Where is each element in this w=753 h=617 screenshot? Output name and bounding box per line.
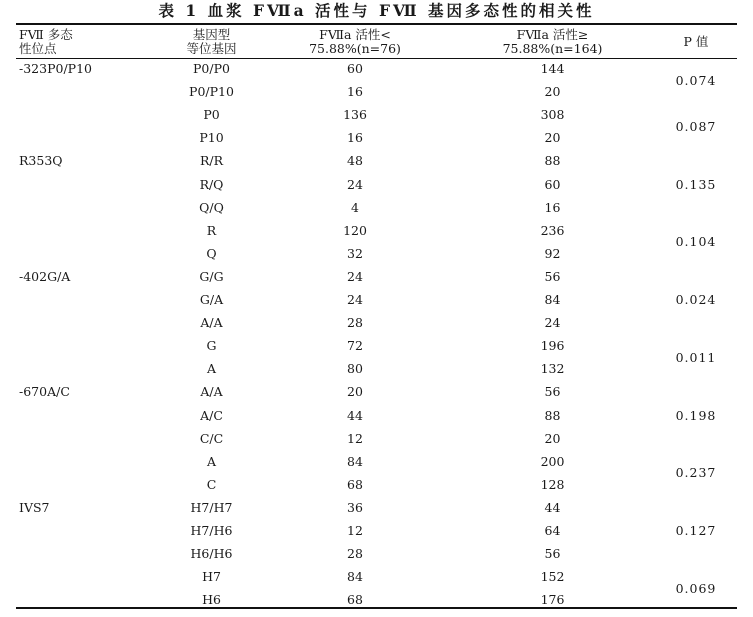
row-pvalue: 0.069 [675,580,717,596]
row-genotype: P0 [203,107,220,123]
row-site: R353Q [19,153,63,169]
row-high-activity-count: 56 [544,546,561,562]
row-high-activity-count: 44 [544,499,561,515]
row-high-activity-count: 88 [544,407,561,423]
row-pvalue: 0.135 [675,176,717,192]
row-high-activity-count: 88 [544,153,561,169]
row-low-activity-count: 32 [347,245,363,261]
row-genotype: H6 [202,592,221,608]
row-low-activity-count: 12 [347,430,363,446]
row-low-activity-count: 28 [347,315,363,331]
row-high-activity-count: 236 [540,222,565,238]
row-low-activity-count: 24 [347,292,363,307]
row-pvalue: 0.011 [675,349,717,365]
header-low-line2: 75.88%(n=76) [309,41,401,56]
row-pvalue: 0.024 [675,292,717,307]
row-genotype: A [206,361,217,377]
row-genotype: A [206,453,217,469]
row-low-activity-count: 20 [347,384,363,400]
row-high-activity-count: 152 [540,569,565,585]
row-high-activity-count: 200 [540,453,565,469]
row-genotype: H7/H7 [190,499,233,515]
row-low-activity-count: 16 [347,130,363,146]
row-high-activity-count: 196 [540,338,565,354]
header-site-line1: FⅦ 多态 [19,27,73,42]
row-genotype: A/C [200,407,223,423]
row-low-activity-count: 28 [347,546,363,562]
row-genotype: A/A [200,384,223,400]
row-pvalue: 0.104 [675,234,717,250]
header-high-line1: FⅦa 活性≥ [516,27,589,42]
row-pvalue: 0.237 [675,465,717,481]
row-low-activity-count: 16 [347,84,363,100]
row-high-activity-count: 56 [544,384,561,400]
row-genotype: Q [206,245,217,261]
row-low-activity-count: 68 [347,592,363,608]
row-low-activity-count: 24 [347,176,363,192]
row-high-activity-count: 308 [540,107,565,123]
row-site: IVS7 [19,499,50,515]
header-genotype-line2: 等位基因 [186,41,237,56]
row-genotype: Q/Q [199,199,224,215]
row-high-activity-count: 132 [540,361,565,377]
row-high-activity-count: 20 [544,430,561,446]
row-high-activity-count: 60 [544,176,561,192]
row-high-activity-count: 176 [540,592,565,608]
row-high-activity-count: 56 [544,268,561,284]
row-high-activity-count: 128 [540,476,565,492]
row-low-activity-count: 84 [347,569,363,585]
bottom-rule [16,607,737,609]
row-low-activity-count: 44 [347,407,363,423]
row-low-activity-count: 80 [347,361,363,377]
row-low-activity-count: 24 [347,268,363,284]
row-genotype: R/Q [199,176,224,192]
row-low-activity-count: 12 [347,523,363,538]
row-genotype: C [206,476,217,492]
row-low-activity-count: 4 [351,199,359,215]
row-low-activity-count: 136 [343,107,367,123]
row-site: -323P0/P10 [19,61,92,76]
row-genotype: A/A [200,315,223,331]
row-pvalue: 0.127 [675,523,717,538]
row-genotype: C/C [199,430,224,446]
row-high-activity-count: 20 [544,130,561,146]
row-genotype: G/G [199,268,224,284]
header-genotype-line1: 基因型 [192,27,231,42]
header-site-line2: 性位点 [19,41,57,56]
top-rule [16,23,737,25]
row-pvalue: 0.074 [675,72,717,88]
row-site: -670A/C [19,384,70,400]
row-genotype: H7/H6 [190,523,233,538]
row-high-activity-count: 24 [544,315,561,331]
row-high-activity-count: 16 [544,199,561,215]
row-low-activity-count: 120 [343,222,367,238]
table-title: 表 1 血浆 FⅦa 活性与 FⅦ 基因多态性的相关性 [158,1,595,20]
header-pvalue: P 值 [683,34,709,49]
row-genotype: P0/P10 [189,84,234,100]
row-low-activity-count: 60 [347,61,363,76]
row-low-activity-count: 36 [347,499,363,515]
row-high-activity-count: 20 [544,84,561,100]
row-high-activity-count: 84 [544,292,561,307]
row-genotype: H6/H6 [190,546,233,562]
row-pvalue: 0.198 [675,407,717,423]
row-genotype: P10 [199,130,224,146]
row-high-activity-count: 64 [544,523,561,538]
row-pvalue: 0.087 [675,118,717,134]
row-genotype: R/R [199,153,224,169]
row-genotype: P0/P0 [193,61,230,76]
row-low-activity-count: 68 [347,476,363,492]
header-high-line2: 75.88%(n=164) [502,41,603,56]
row-low-activity-count: 48 [347,153,363,169]
row-site: -402G/A [19,268,71,284]
row-genotype: H7 [202,569,221,585]
row-genotype: R [206,222,217,238]
row-high-activity-count: 144 [540,61,565,76]
header-low-line1: FⅦa 活性< [319,27,391,42]
row-genotype: G [206,338,217,354]
row-low-activity-count: 72 [347,338,363,354]
row-genotype: G/A [199,292,224,307]
row-high-activity-count: 92 [544,245,561,261]
row-low-activity-count: 84 [347,453,363,469]
